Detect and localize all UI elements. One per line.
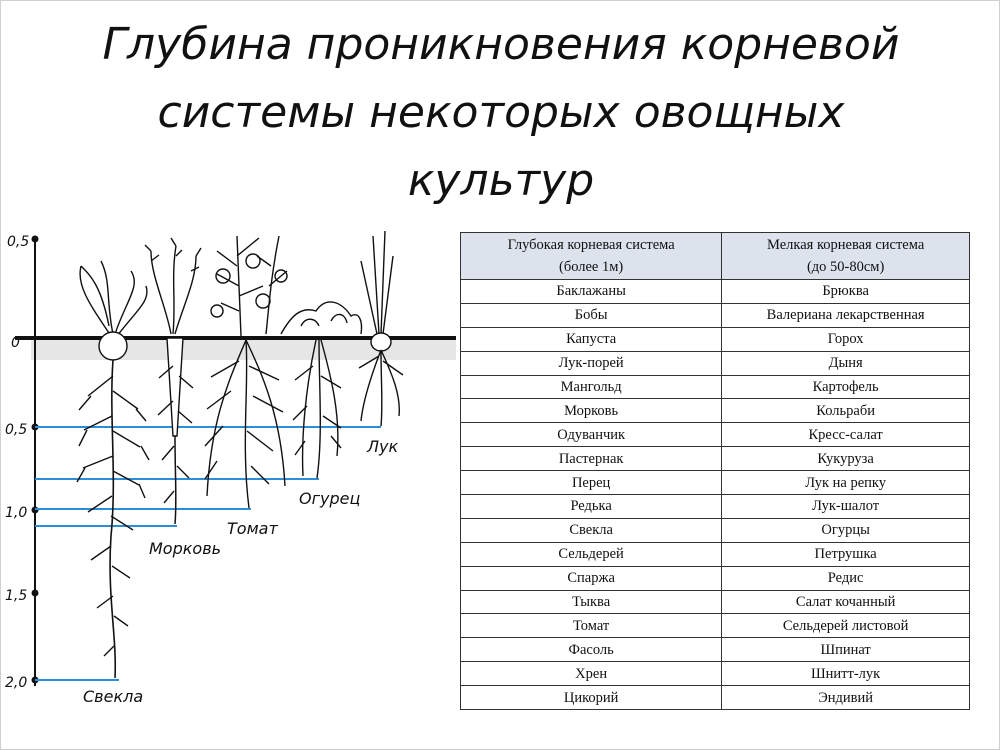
crop-label-svekla: Свекла <box>83 687 144 706</box>
table-row <box>461 399 970 423</box>
table-row <box>461 518 970 542</box>
cell-deep: Свекла <box>461 518 722 542</box>
root-depth-diagram <box>1 216 461 750</box>
cell-shallow: Кресс-салат <box>722 423 970 447</box>
carrot-plant <box>145 238 201 524</box>
axis-tick-label: 1,5 <box>5 588 28 604</box>
table-header-row <box>461 233 970 280</box>
cucumber-plant <box>281 302 362 478</box>
header-shallow-line2: (до 50-80см) <box>806 259 885 275</box>
axis-tick-label: 0 <box>11 335 20 351</box>
axis-tick-label: 2,0 <box>5 675 28 691</box>
cell-deep: Перец <box>461 471 722 495</box>
table-row <box>461 471 970 495</box>
cell-shallow: Валериана лекарственная <box>722 303 970 327</box>
table-row <box>461 662 970 686</box>
cell-shallow: Кольраби <box>722 399 970 423</box>
table-row <box>461 303 970 327</box>
header-deep-line2: (более 1м) <box>559 259 624 275</box>
header-deep-line1: Глубокая корневая система <box>507 237 675 253</box>
cell-deep: Морковь <box>461 399 722 423</box>
cell-deep: Баклажаны <box>461 280 722 304</box>
cell-shallow: Лук-шалот <box>722 495 970 519</box>
cell-shallow: Петрушка <box>722 542 970 566</box>
cell-deep: Фасоль <box>461 638 722 662</box>
title-line-3: культур <box>407 155 595 206</box>
table-row <box>461 638 970 662</box>
cell-shallow: Дыня <box>722 351 970 375</box>
cell-shallow: Горох <box>722 327 970 351</box>
table-row <box>461 495 970 519</box>
axis-tick-label: 1,0 <box>5 505 28 521</box>
table-row <box>461 327 970 351</box>
beet-plant <box>77 261 149 678</box>
root-system-table <box>460 232 970 710</box>
cell-deep: Капуста <box>461 327 722 351</box>
crop-label-morkov: Морковь <box>149 539 222 558</box>
table-row <box>461 542 970 566</box>
cell-deep: Тыква <box>461 590 722 614</box>
table-body <box>461 280 970 710</box>
axis-tick-dot <box>32 236 39 243</box>
cell-deep: Пастернак <box>461 447 722 471</box>
header-deep <box>461 233 722 280</box>
crop-label-tomat: Томат <box>227 519 278 538</box>
table-row <box>461 447 970 471</box>
title-line-2: системы некоторых овощных <box>157 87 845 138</box>
cell-deep: Цикорий <box>461 686 722 710</box>
cell-deep: Редька <box>461 495 722 519</box>
cell-shallow: Брюква <box>722 280 970 304</box>
cell-deep: Одуванчик <box>461 423 722 447</box>
axis-tick-label: 0,5 <box>7 234 30 250</box>
crop-label-luk: Лук <box>367 437 399 456</box>
table-row <box>461 423 970 447</box>
cell-deep: Мангольд <box>461 375 722 399</box>
cell-shallow: Салат кочанный <box>722 590 970 614</box>
table-row <box>461 590 970 614</box>
axis-tick-dot <box>32 590 39 597</box>
slide-title <box>61 11 941 215</box>
cell-shallow: Картофель <box>722 375 970 399</box>
cell-shallow: Лук на репку <box>722 471 970 495</box>
cell-shallow: Редис <box>722 566 970 590</box>
cell-shallow: Шпинат <box>722 638 970 662</box>
cell-shallow: Эндивий <box>722 686 970 710</box>
cell-deep: Лук-порей <box>461 351 722 375</box>
cell-shallow: Сельдерей листовой <box>722 614 970 638</box>
header-shallow-line1: Мелкая корневая система <box>767 237 925 253</box>
cell-deep: Хрен <box>461 662 722 686</box>
table-row <box>461 614 970 638</box>
table-row <box>461 280 970 304</box>
cell-shallow: Кукуруза <box>722 447 970 471</box>
cell-deep: Бобы <box>461 303 722 327</box>
onion-plant <box>359 231 403 426</box>
cell-shallow: Огурцы <box>722 518 970 542</box>
table-row <box>461 566 970 590</box>
table-row <box>461 375 970 399</box>
cell-deep: Сельдерей <box>461 542 722 566</box>
tomato-plant <box>205 236 287 508</box>
header-shallow <box>722 233 970 280</box>
soil-shading <box>31 340 456 360</box>
cell-shallow: Шнитт-лук <box>722 662 970 686</box>
table-row <box>461 351 970 375</box>
cell-deep: Спаржа <box>461 566 722 590</box>
axis-tick-label: 0,5 <box>5 422 28 438</box>
cell-deep: Томат <box>461 614 722 638</box>
crop-label-ogurets: Огурец <box>299 489 361 508</box>
title-line-1: Глубина проникновения корневой <box>102 19 900 70</box>
table-row <box>461 686 970 710</box>
